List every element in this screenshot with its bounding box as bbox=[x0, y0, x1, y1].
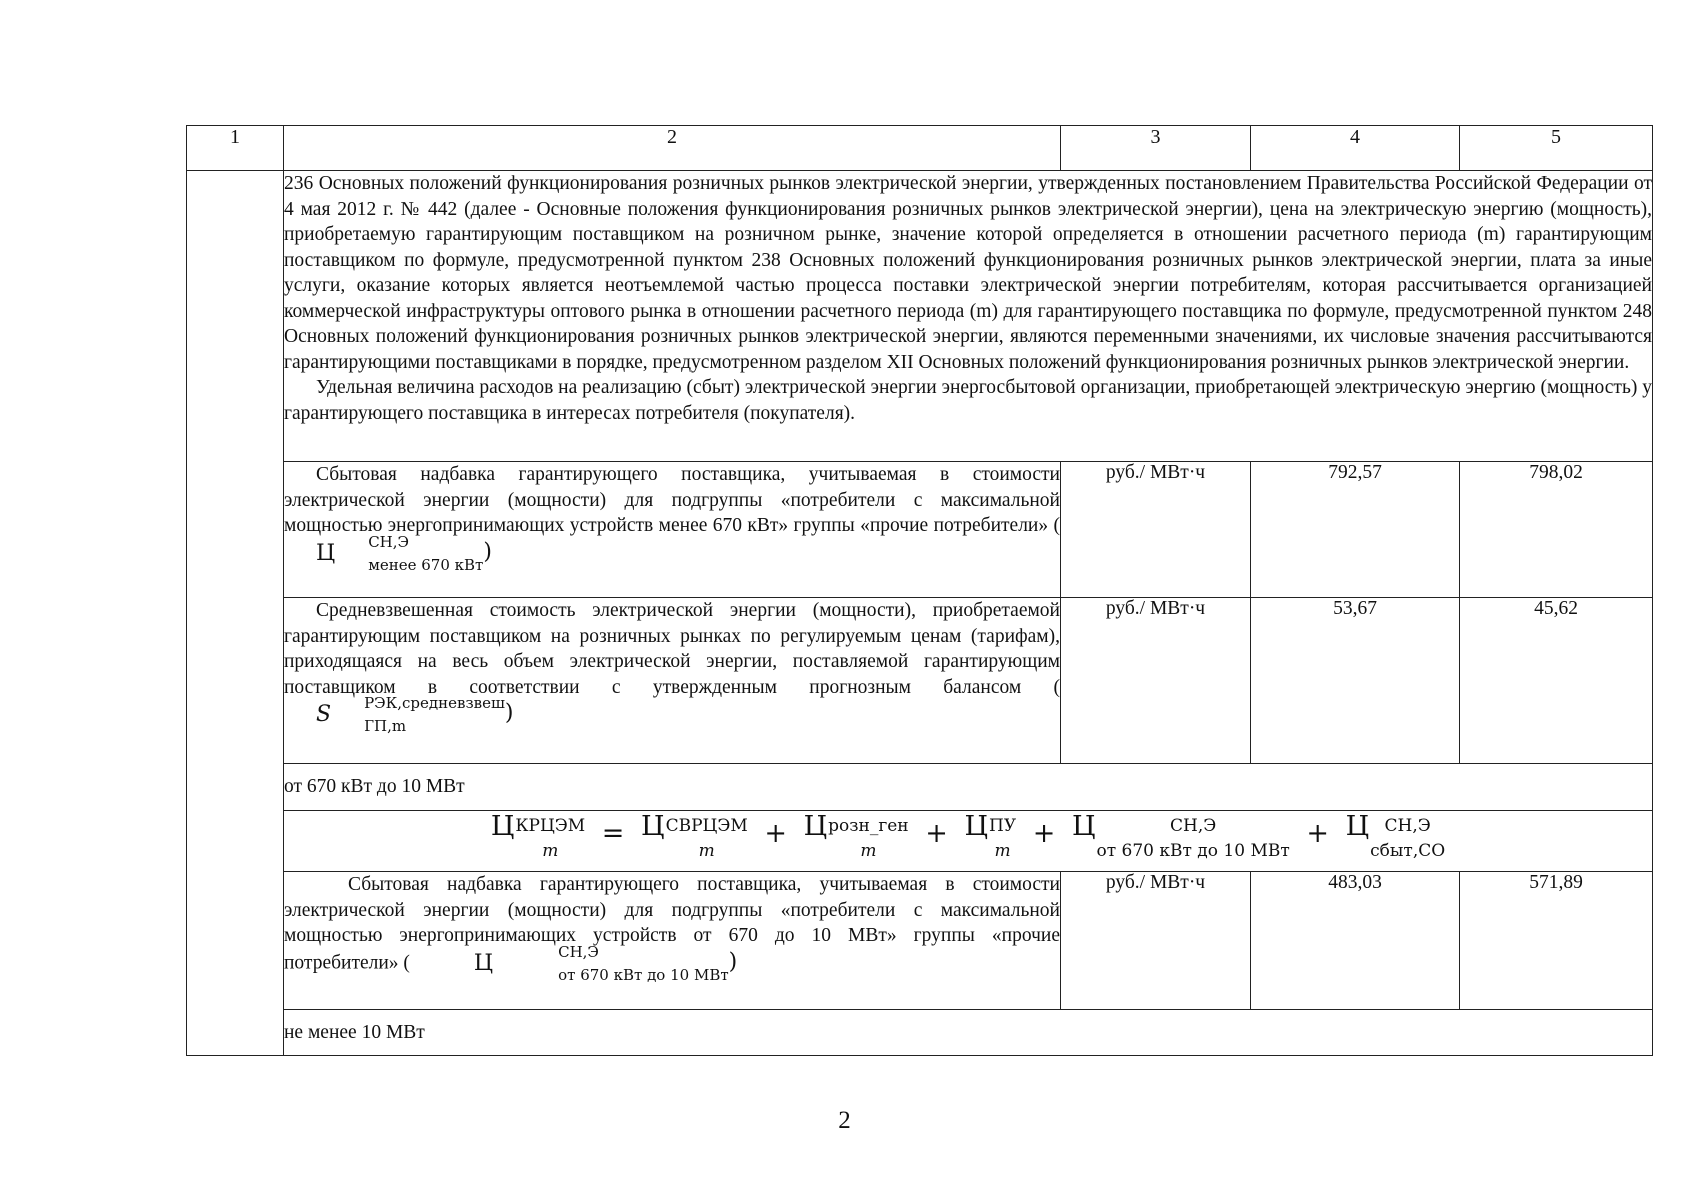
range-high-label: не менее 10 МВт bbox=[284, 1010, 1653, 1056]
formula-lhs bbox=[490, 811, 586, 861]
formula-term-5-sub: сбыт,СО bbox=[1370, 841, 1446, 861]
formula-term-2 bbox=[803, 811, 909, 861]
row1-close: ) bbox=[483, 538, 492, 564]
row2-symbol-sup: РЭК,средневзвеш bbox=[364, 694, 505, 712]
formula-term-1-base: Ц bbox=[641, 811, 665, 842]
formula-equals: = bbox=[601, 818, 625, 849]
formula-term-4-sup: СН,Э bbox=[1170, 816, 1217, 836]
row3-symbol-sup: СН,Э bbox=[558, 942, 599, 961]
row2-close: ) bbox=[504, 700, 514, 726]
formula-plus-3: + bbox=[1032, 818, 1056, 849]
row1-symbol-sup: СН,Э bbox=[368, 532, 409, 551]
formula-term-1 bbox=[641, 811, 748, 861]
row1-description bbox=[284, 462, 1061, 598]
row1-text: Сбытовая надбавка гарантирующего поставщика, учитываемая в стоимости электрической энергии (мощности) для подгруппы «потребители с максимальной мощностью энергопринимающих устройств менее 670 кВт» группы «прочие потребители» ( bbox=[284, 464, 1060, 536]
header-cell-5: 5 bbox=[1460, 126, 1653, 171]
formula-term-2-sup: розн_ген bbox=[828, 816, 909, 836]
row3-value-4: 483,03 bbox=[1251, 872, 1460, 1010]
intro-paragraph-2: Удельная величина расходов на реализацию (сбыт) электрической энергии энергосбытовой организации, приобретающей электрическую энергию (мощность) у гарантирующего поставщика в интересах потребителя (покупателя). bbox=[284, 377, 1652, 424]
table-row bbox=[187, 462, 1653, 598]
page-number: 2 bbox=[838, 1107, 851, 1134]
formula-term-2-base: Ц bbox=[803, 811, 828, 842]
range-mid-label: от 670 кВт до 10 МВт bbox=[284, 764, 1653, 811]
row3-description bbox=[284, 872, 1061, 1010]
row3-symbol bbox=[410, 942, 729, 984]
intro-cell bbox=[284, 171, 1653, 462]
row1-value-4: 792,57 bbox=[1251, 462, 1460, 598]
formula-term-1-sup: СВРЦЭМ bbox=[665, 816, 748, 836]
row3-value-5: 571,89 bbox=[1460, 872, 1653, 1010]
header-cell-4: 4 bbox=[1251, 126, 1460, 171]
row1-unit: руб./ МВт·ч bbox=[1061, 462, 1251, 598]
row3-unit: руб./ МВт·ч bbox=[1061, 872, 1251, 1010]
formula-term-1-sub: m bbox=[698, 841, 715, 861]
formula-lhs-sub: m bbox=[542, 841, 559, 861]
formula-term-5-sup: СН,Э bbox=[1384, 816, 1431, 836]
formula-term-3-sup: ПУ bbox=[989, 816, 1017, 836]
formula-term-3 bbox=[964, 811, 1017, 861]
row2-description bbox=[284, 598, 1061, 764]
formula-term-5 bbox=[1345, 811, 1446, 861]
row2-value-5: 45,62 bbox=[1460, 598, 1653, 764]
formula-lhs-sup: КРЦЭМ bbox=[515, 816, 586, 836]
formula-term-3-sub: m bbox=[994, 841, 1011, 861]
formula-term-4-sub: от 670 кВт до 10 МВт bbox=[1096, 841, 1290, 861]
range-row bbox=[187, 1010, 1653, 1056]
row2-symbol bbox=[284, 694, 505, 735]
formula-cell bbox=[284, 811, 1653, 872]
formula-plus-1: + bbox=[764, 818, 787, 849]
table-row bbox=[187, 598, 1653, 764]
header-cell-3: 3 bbox=[1061, 126, 1251, 171]
row2-unit: руб./ МВт·ч bbox=[1061, 598, 1251, 764]
row1-symbol-sub: менее 670 кВт bbox=[368, 555, 484, 574]
row3-symbol-sub: от 670 кВт до 10 МВт bbox=[558, 965, 729, 984]
row3-symbol-base: Ц bbox=[473, 950, 494, 976]
intro-paragraph: 236 Основных положений функционирования розничных рынков электрической энергии, утвержденных постановлением Правительства Российской Федерации от 4 мая 2012 г. № 442 (далее - Основные положения функционирования розничных рынков электрической энергии), цена на электрическую энергию (мощность), приобретаемую гарантирующим поставщиком на розничном рынке, значение которой определяется в отношении расчетного периода (m) гарантирующим поставщиком по формуле, предусмотренной пунктом 238 Основных положений функционирования розничных рынков электрической энергии, плата за иные услуги, оказание которых является неотъемлемой частью процесса поставки электрической энергии потребителям, которая рассчитывается организацией коммерческой инфраструктуры оптового рынка в отношении расчетного периода (m) для гарантирующего поставщика по формуле, предусмотренной пунктом 248 Основных положений функционирования розничных рынков электрической энергии, являются переменными значениями, их числовые значения рассчитываются гарантирующими поставщиками в порядке, предусмотренном разделом XII Основных положений функционирования розничных рынков электрической энергии. bbox=[284, 173, 1652, 373]
intro-row bbox=[187, 171, 1653, 462]
row2-symbol-base: S bbox=[316, 702, 332, 728]
formula-row bbox=[187, 811, 1653, 872]
formula-term-5-base: Ц bbox=[1345, 811, 1370, 842]
row2-value-4: 53,67 bbox=[1251, 598, 1460, 764]
row2-text: Средневзвешенная стоимость электрической энергии (мощности), приобретаемой гарантирующим поставщиком на розничных рынках по регулируемым ценам (тарифам), приходящаяся на весь объем электрической энергии, поставляемой гарантирующим поставщиком в соответствии с утвержденным прогнозным балансом ( bbox=[284, 600, 1060, 698]
row2-symbol-sub: ГП,m bbox=[364, 717, 407, 735]
range-row bbox=[187, 764, 1653, 811]
col1-empty-cell bbox=[187, 171, 284, 1056]
formula-plus-4: + bbox=[1306, 818, 1329, 849]
header-cell-2: 2 bbox=[284, 126, 1061, 171]
table-row bbox=[187, 872, 1653, 1010]
formula-term-4-base: Ц bbox=[1071, 811, 1096, 842]
row3-close: ) bbox=[728, 948, 738, 974]
row1-value-5: 798,02 bbox=[1460, 462, 1653, 598]
header-cell-1: 1 bbox=[187, 126, 284, 171]
row3-text: Сбытовая надбавка гарантирующего поставщика, учитываемая в стоимости электрической энергии (мощности) для подгруппы «потребители с максимальной мощностью энергопринимающих устройств от 670 до 10 МВт» группы «прочие потребители» ( bbox=[284, 874, 1060, 973]
formula-term-4 bbox=[1071, 811, 1290, 861]
formula-term-3-base: Ц bbox=[964, 811, 988, 842]
row1-symbol bbox=[284, 532, 484, 574]
formula-term-2-sub: m bbox=[860, 841, 877, 861]
formula-lhs-base: Ц bbox=[490, 811, 515, 842]
tariff-table bbox=[186, 125, 1653, 1056]
header-row bbox=[187, 126, 1653, 171]
formula-plus-2: + bbox=[925, 818, 948, 849]
row1-symbol-base: Ц bbox=[316, 540, 336, 566]
